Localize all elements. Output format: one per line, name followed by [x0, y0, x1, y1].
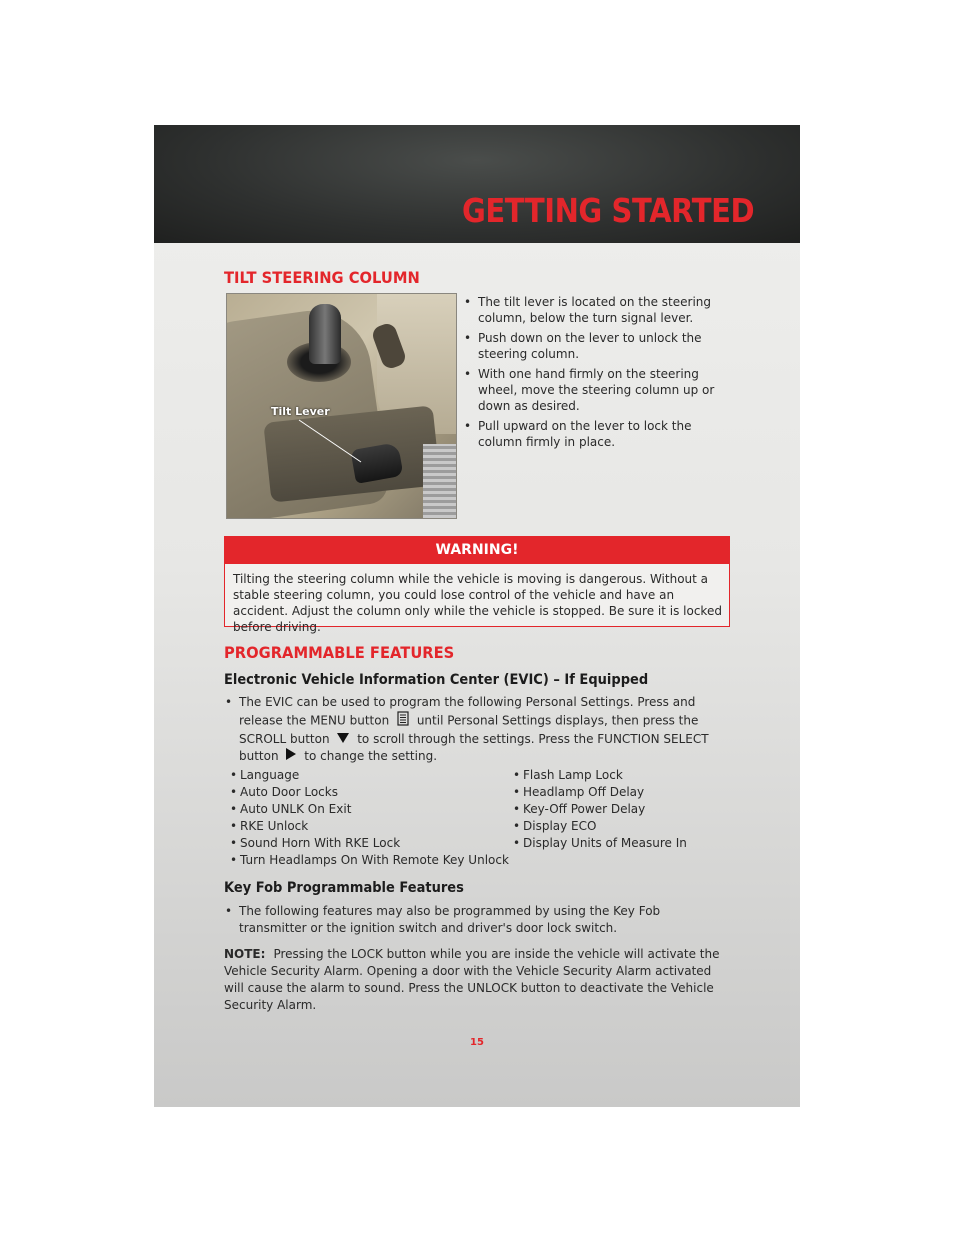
evic-text-2: until Personal Settings displays, then press the SCROLL button [239, 713, 699, 746]
page-number: 15 [470, 1037, 484, 1048]
note-label: NOTE: [224, 947, 266, 961]
tilt-bullet: • Push down on the lever to unlock the steering column. [463, 330, 735, 362]
list-item: • Sound Horn With RKE Lock [229, 835, 509, 852]
list-item: • Turn Headlamps On With Remote Key Unlock [229, 852, 509, 869]
menu-button-icon [397, 711, 409, 731]
evic-heading: Electronic Vehicle Information Center (EVIC) – If Equipped [224, 672, 649, 688]
scroll-down-triangle-icon [337, 731, 349, 748]
list-item: • RKE Unlock [229, 818, 509, 835]
list-item: • Display Units of Measure In [512, 835, 687, 852]
function-select-triangle-icon [286, 748, 296, 765]
list-item: • Display ECO [512, 818, 687, 835]
tilt-bullets [463, 294, 735, 454]
settings-list-right [512, 767, 687, 852]
list-item: • Auto UNLK On Exit [229, 801, 509, 818]
section-header [154, 125, 800, 243]
warning-text: Tilting the steering column while the vehicle is moving is dangerous. Without a stable steering column, you could lose control of the vehicle and have an accident. Adjust the column only while the vehicle is stopped. Be sure it is locked before driving. [233, 572, 722, 634]
section-title: GETTING STARTED [462, 191, 755, 230]
programmable-heading: PROGRAMMABLE FEATURES [224, 643, 455, 662]
tilt-bullet: • With one hand firmly on the steering wheel, move the steering column up or down as desired. [463, 366, 735, 414]
note-text: Pressing the LOCK button while you are inside the vehicle will activate the Vehicle Security Alarm. Opening a door with the Vehicle Security Alarm activated will cause the alarm to sound. Press the UNLOCK button to deactivate the Vehicle Security Alarm. [224, 947, 720, 1012]
warning-title: WARNING! [225, 537, 729, 564]
list-item: • Language [229, 767, 509, 784]
list-item: • Key-Off Power Delay [512, 801, 687, 818]
callout-line [227, 294, 456, 518]
tilt-lever-callout: Tilt Lever [271, 405, 330, 418]
tilt-lever-photo [226, 293, 457, 519]
manual-page [154, 125, 800, 1107]
tilt-bullet: • The tilt lever is located on the steering column, below the turn signal lever. [463, 294, 735, 326]
warning-box [224, 536, 730, 634]
evic-paragraph [224, 694, 724, 769]
keyfob-heading: Key Fob Programmable Features [224, 880, 464, 896]
list-item: • Auto Door Locks [229, 784, 509, 801]
evic-text-1: The EVIC can be used to program the following Personal Settings. Press and release the MENU button [239, 695, 696, 728]
tilt-bullet: • Pull upward on the lever to lock the column firmly in place. [463, 418, 735, 450]
list-item: • Headlamp Off Delay [512, 784, 687, 801]
tilt-heading: TILT STEERING COLUMN [224, 268, 420, 287]
keyfob-text: • The following features may also be programmed by using the Key Fob transmitter or the ignition switch and driver's door lock switch. [224, 903, 724, 937]
evic-text-4: to change the setting. [304, 749, 438, 763]
note-paragraph [224, 946, 724, 1014]
keyfob-paragraph [224, 903, 724, 941]
evic-text-3: to scroll through the settings. Press the FUNCTION SELECT button [239, 732, 709, 763]
list-item: • Flash Lamp Lock [512, 767, 687, 784]
settings-list-left [229, 767, 509, 869]
